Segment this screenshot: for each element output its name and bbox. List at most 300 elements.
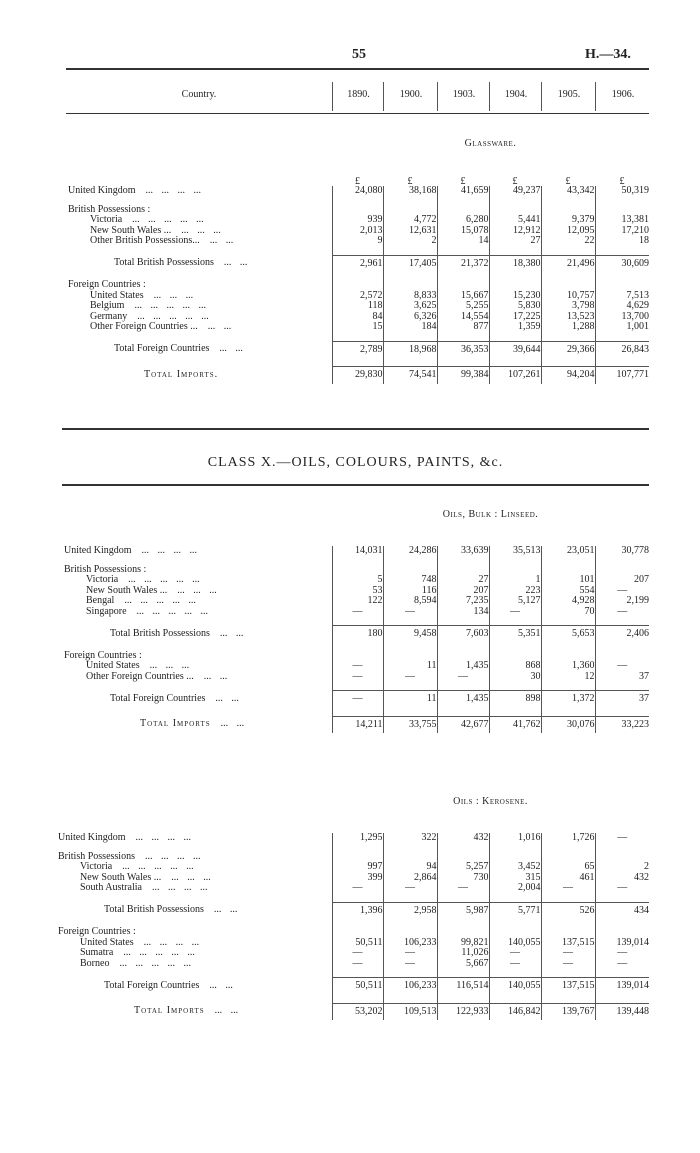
table-row [56,959,649,970]
value-cell: 461 [541,873,595,884]
row-label: United States [86,660,140,671]
value-cell: 23,051 [541,546,595,557]
table-row [56,948,649,959]
value-cell: 94,204 [541,367,595,384]
value-cell: 939 [332,215,383,226]
value-cell: — [383,607,437,618]
value-cell: 2,199 [595,596,649,607]
value-cell: 15,078 [437,226,489,237]
row-label-cell [66,186,332,197]
row-label: United States [90,289,144,301]
value-cell [437,927,489,938]
value-cell: 1,435 [437,691,489,708]
value-cell: 4,772 [383,215,437,226]
row-label: Belgium [90,300,125,311]
leader-dots: ... ... ... ... [145,185,201,196]
value-cell: 1,726 [541,833,595,844]
leader-dots: ... ... ... [181,224,221,236]
value-cell: 38,168 [383,186,437,197]
value-cell: 106,233 [383,938,437,949]
spacer-row [66,358,649,367]
value-cell: 2 [595,862,649,873]
spacer-row [62,643,649,651]
leader-dots: ... ... ... ... [141,545,197,556]
row-label-cell [62,546,332,557]
value-cell [595,927,649,938]
value-cell: 33,755 [383,716,437,733]
table-row [62,607,649,618]
value-cell: 41,659 [437,186,489,197]
value-cell: 5,255 [437,301,489,312]
value-cell: 18,380 [489,255,541,272]
value-cell: 21,496 [541,255,595,272]
value-cell: 5,653 [541,626,595,643]
kerosene-table [56,833,649,1020]
value-cell: 1,295 [332,833,383,844]
value-cell [332,280,383,291]
value-cell: 17,210 [595,226,649,237]
value-cell: 207 [595,575,649,586]
row-label: Other British Possessions... [90,235,200,246]
value-cell: 2,004 [489,883,541,894]
value-cell: 118 [332,301,383,312]
value-cell: 2,789 [332,341,383,358]
leader-dots: ... ... ... ... ... [134,300,206,311]
value-cell: 18,968 [383,341,437,358]
currency-symbol: £ [407,176,413,187]
row-label: Total Foreign Countries [114,343,210,354]
value-cell: 399 [332,873,383,884]
value-cell: 35,513 [489,546,541,557]
value-cell [489,927,541,938]
table-row [56,902,649,919]
spacer-row [56,919,649,927]
year-header: 1890. [332,82,384,111]
row-label: Borneo [80,957,110,969]
row-label: United States [80,936,134,948]
value-cell: — [332,691,383,708]
value-cell: 877 [437,322,489,333]
value-cell: — [541,883,595,894]
leader-dots: ... ... ... ... ... [136,605,209,617]
year-header: 1904. [489,82,542,111]
value-cell: 99,384 [437,367,489,384]
value-cell: 36,353 [437,341,489,358]
row-label-cell [62,607,332,618]
row-label-cell [56,1003,332,1020]
value-cell: — [595,883,649,894]
value-cell: 3,798 [541,301,595,312]
value-cell: 2 [383,236,437,247]
row-label-cell [56,883,332,894]
row-label-cell [62,626,332,643]
table-row [62,596,649,607]
value-cell: 53 [332,586,383,597]
leader-dots: ... ... ... ... ... [124,595,196,606]
value-cell: 12,631 [383,226,437,237]
value-cell [595,852,649,863]
value-cell: 50,319 [595,186,649,197]
year-header: 1900. [383,82,438,111]
leader-dots: ... ... ... ... [151,882,208,893]
value-cell: — [437,883,489,894]
value-cell: 12,095 [541,226,595,237]
value-cell: 94 [383,862,437,873]
leader-dots: ... ... ... ... ... [122,861,194,872]
leader-dots: ... ... ... [149,660,190,671]
row-label-cell [62,672,332,683]
row-label: United Kingdom [58,832,126,843]
value-cell: 27 [489,236,541,247]
value-cell: — [332,672,383,683]
leader-dots: ... ... ... [171,871,211,883]
value-cell: — [383,672,437,683]
value-cell: 15,230 [489,291,541,302]
value-cell: — [383,948,437,959]
value-cell: 14,554 [437,312,489,323]
spacer-row [56,969,649,978]
value-cell: 3,452 [489,862,541,873]
value-cell: 24,080 [332,186,383,197]
value-cell: 2,864 [383,873,437,884]
section-title-linseed: Oils, Bulk : Linseed. [442,509,539,520]
value-cell: 5,830 [489,301,541,312]
value-cell: 15,667 [437,291,489,302]
glassware-table [66,186,649,384]
value-cell [383,280,437,291]
row-label: Foreign Countries : [58,926,136,937]
value-cell: 1,435 [437,661,489,672]
value-cell: 11,026 [437,948,489,959]
row-label-cell [56,978,332,995]
value-cell: — [489,959,541,970]
year-header: 1906. [595,82,650,111]
leader-dots: ... ... [220,718,245,729]
table-row [66,341,649,358]
table-row [62,672,649,683]
currency-symbol: £ [460,176,466,187]
value-cell: 5 [332,575,383,586]
value-cell: 37 [595,691,649,708]
value-cell: — [595,959,649,970]
value-cell: 37 [595,672,649,683]
header-rule [66,113,649,114]
year-header: 1903. [437,82,490,111]
value-cell: — [332,607,383,618]
value-cell: 5,127 [489,596,541,607]
value-cell: 10,757 [541,291,595,302]
leader-dots: ... ... [203,670,228,682]
value-cell [332,565,383,576]
value-cell: 12 [541,672,595,683]
value-cell [595,280,649,291]
spacer-row [66,333,649,342]
table-row [56,883,649,894]
row-label: South Australia [80,882,142,893]
value-cell: 5,987 [437,902,489,919]
leader-dots: ... ... ... ... ... [123,947,195,958]
table-row [66,186,649,197]
value-cell [332,927,383,938]
table-row [62,626,649,643]
value-cell: 99,821 [437,938,489,949]
value-cell: 748 [383,575,437,586]
value-cell: — [595,948,649,959]
value-cell: 730 [437,873,489,884]
value-cell: 33,223 [595,716,649,733]
row-label: New South Wales ... [90,224,172,236]
table-row [66,280,649,291]
value-cell: 1,359 [489,322,541,333]
value-cell: 554 [541,586,595,597]
value-cell: 30,076 [541,716,595,733]
value-cell: 137,515 [541,978,595,995]
value-cell: 8,833 [383,291,437,302]
leader-dots: ... ... ... ... [143,936,200,948]
value-cell: 137,515 [541,938,595,949]
row-label: Victoria [80,861,113,872]
row-label: Victoria [86,574,119,585]
value-cell: 74,541 [383,367,437,384]
value-cell: 8,594 [383,596,437,607]
value-cell: 322 [383,833,437,844]
row-label: Sumatra [80,947,114,958]
row-label-cell [56,902,332,919]
value-cell: 12,912 [489,226,541,237]
value-cell: 4,928 [541,596,595,607]
value-cell: 109,513 [383,1003,437,1020]
row-label-cell [66,255,332,272]
value-cell: 65 [541,862,595,873]
row-label: Total British Possessions [114,257,214,268]
value-cell: 207 [437,586,489,597]
section-rule-thick [62,428,649,430]
value-cell: 42,677 [437,716,489,733]
leader-dots: ... ... [215,692,239,704]
spacer-row [62,682,649,691]
row-label: New South Wales ... [86,584,168,596]
value-cell: — [332,948,383,959]
value-cell: 139,448 [595,1003,649,1020]
row-label: Foreign Countries : [64,649,142,661]
value-cell: 13,523 [541,312,595,323]
value-cell: 122 [332,596,383,607]
value-cell: 5,351 [489,626,541,643]
value-cell: 526 [541,902,595,919]
value-cell: 7,235 [437,596,489,607]
row-label: British Possessions : [68,203,151,215]
value-cell: 14 [437,236,489,247]
table-row [62,546,649,557]
row-label-cell [66,341,332,358]
value-cell: 13,381 [595,215,649,226]
value-cell: 30,778 [595,546,649,557]
table-row [56,927,649,938]
value-cell: 134 [437,607,489,618]
value-cell: 9,379 [541,215,595,226]
value-cell: — [383,959,437,970]
value-cell: 6,326 [383,312,437,323]
value-cell: 24,286 [383,546,437,557]
table-row [66,367,649,384]
value-cell: — [332,883,383,894]
class-title: CLASS X.—OILS, COLOURS, PAINTS, &c. [207,455,504,470]
value-cell: 13,700 [595,312,649,323]
value-cell: 11 [383,661,437,672]
currency-symbol: £ [512,176,518,187]
value-cell: — [541,948,595,959]
leader-dots: ... ... ... ... ... [119,957,191,969]
leader-dots: ... ... ... [177,584,217,596]
value-cell: — [489,948,541,959]
data-table [62,546,649,733]
row-label-cell [62,691,332,708]
value-cell: 50,511 [332,978,383,995]
leader-dots: ... ... [209,235,234,246]
value-cell: 14,031 [332,546,383,557]
value-cell: 29,830 [332,367,383,384]
row-label: British Possessions : [64,563,147,575]
country-column-header: Country. [181,89,217,100]
value-cell: 223 [489,586,541,597]
row-label: Foreign Countries : [68,279,146,290]
row-label: Other Foreign Countries ... [90,321,198,332]
value-cell: 1,016 [489,833,541,844]
row-label-cell [66,367,332,384]
value-cell [541,927,595,938]
page-reference: H.—34. [585,47,631,62]
row-label: United Kingdom [68,185,136,196]
leader-dots: ... ... [219,627,244,639]
value-cell [489,565,541,576]
currency-symbol: £ [565,176,571,187]
row-label: Singapore [86,605,127,617]
table-row [66,255,649,272]
leader-dots: ... ... [219,343,243,354]
value-cell: 9 [332,236,383,247]
value-cell: 2,406 [595,626,649,643]
row-label: United Kingdom [64,545,132,556]
value-cell: 50,511 [332,938,383,949]
row-label: Bengal [86,595,115,606]
value-cell: 184 [383,322,437,333]
value-cell: 41,762 [489,716,541,733]
value-cell [383,927,437,938]
row-label: British Possessions [58,850,135,862]
row-label: Total British Possessions [104,904,204,915]
leader-dots: ... ... [223,257,248,268]
value-cell: 146,842 [489,1003,541,1020]
value-cell: 1,288 [541,322,595,333]
value-cell: 315 [489,873,541,884]
value-cell: 1,001 [595,322,649,333]
section-title-kerosene: Oils : Kerosene. [453,796,528,807]
leader-dots: ... ... [213,904,238,915]
row-label-cell [56,833,332,844]
spacer-row [66,272,649,280]
value-cell: — [541,959,595,970]
value-cell: — [383,883,437,894]
table-row [66,301,649,312]
value-cell: 39,644 [489,341,541,358]
value-cell: 2,961 [332,255,383,272]
value-cell: 21,372 [437,255,489,272]
value-cell: 180 [332,626,383,643]
value-cell: 139,014 [595,978,649,995]
currency-symbol: £ [619,176,625,187]
spacer-row [62,617,649,626]
table-row [66,236,649,247]
value-cell: 49,237 [489,186,541,197]
table-row [62,691,649,708]
leader-dots: ... ... [214,1005,239,1016]
value-cell: 6,280 [437,215,489,226]
leader-dots: ... ... ... ... [144,850,201,862]
value-cell: 18 [595,236,649,247]
row-label: Germany [90,310,128,322]
value-cell: 432 [595,873,649,884]
value-cell: 3,625 [383,301,437,312]
spacer-row [56,894,649,903]
value-cell: 43,342 [541,186,595,197]
value-cell: 53,202 [332,1003,383,1020]
row-label: Total Foreign Countries [110,692,206,704]
row-label: Total Imports [140,718,211,729]
value-cell: 997 [332,862,383,873]
value-cell: 106,233 [383,978,437,995]
value-cell: 26,843 [595,341,649,358]
value-cell: 1,396 [332,902,383,919]
spacer-row [66,247,649,256]
value-cell: 5,257 [437,862,489,873]
leader-dots: ... ... ... ... [135,832,191,843]
value-cell: — [595,661,649,672]
value-cell: 33,639 [437,546,489,557]
value-cell: — [332,661,383,672]
value-cell: 139,014 [595,938,649,949]
value-cell: — [437,672,489,683]
leader-dots: ... ... [209,979,233,991]
value-cell: 17,225 [489,312,541,323]
leader-dots: ... ... ... ... ... [137,310,209,322]
value-cell: — [595,833,649,844]
spacer-row [66,197,649,205]
row-label: Other Foreign Countries ... [86,670,194,682]
value-cell: 7,513 [595,291,649,302]
row-label-cell [66,322,332,333]
value-cell: 432 [437,833,489,844]
row-label-cell [66,236,332,247]
year-header: 1905. [541,82,596,111]
table-row [56,833,649,844]
row-label-cell [56,959,332,970]
value-cell: 14,211 [332,716,383,733]
value-cell: 2,013 [332,226,383,237]
value-cell: 139,767 [541,1003,595,1020]
value-cell: — [595,607,649,618]
value-cell: 29,366 [541,341,595,358]
value-cell: 27 [437,575,489,586]
value-cell: 5,667 [437,959,489,970]
value-cell: 140,055 [489,938,541,949]
table-row [56,978,649,995]
table-row [62,716,649,733]
value-cell: 2,572 [332,291,383,302]
leader-dots: ... ... [207,321,232,332]
value-cell: 17,405 [383,255,437,272]
row-label: Total Foreign Countries [104,979,200,991]
row-label: Total Imports [134,1005,205,1016]
